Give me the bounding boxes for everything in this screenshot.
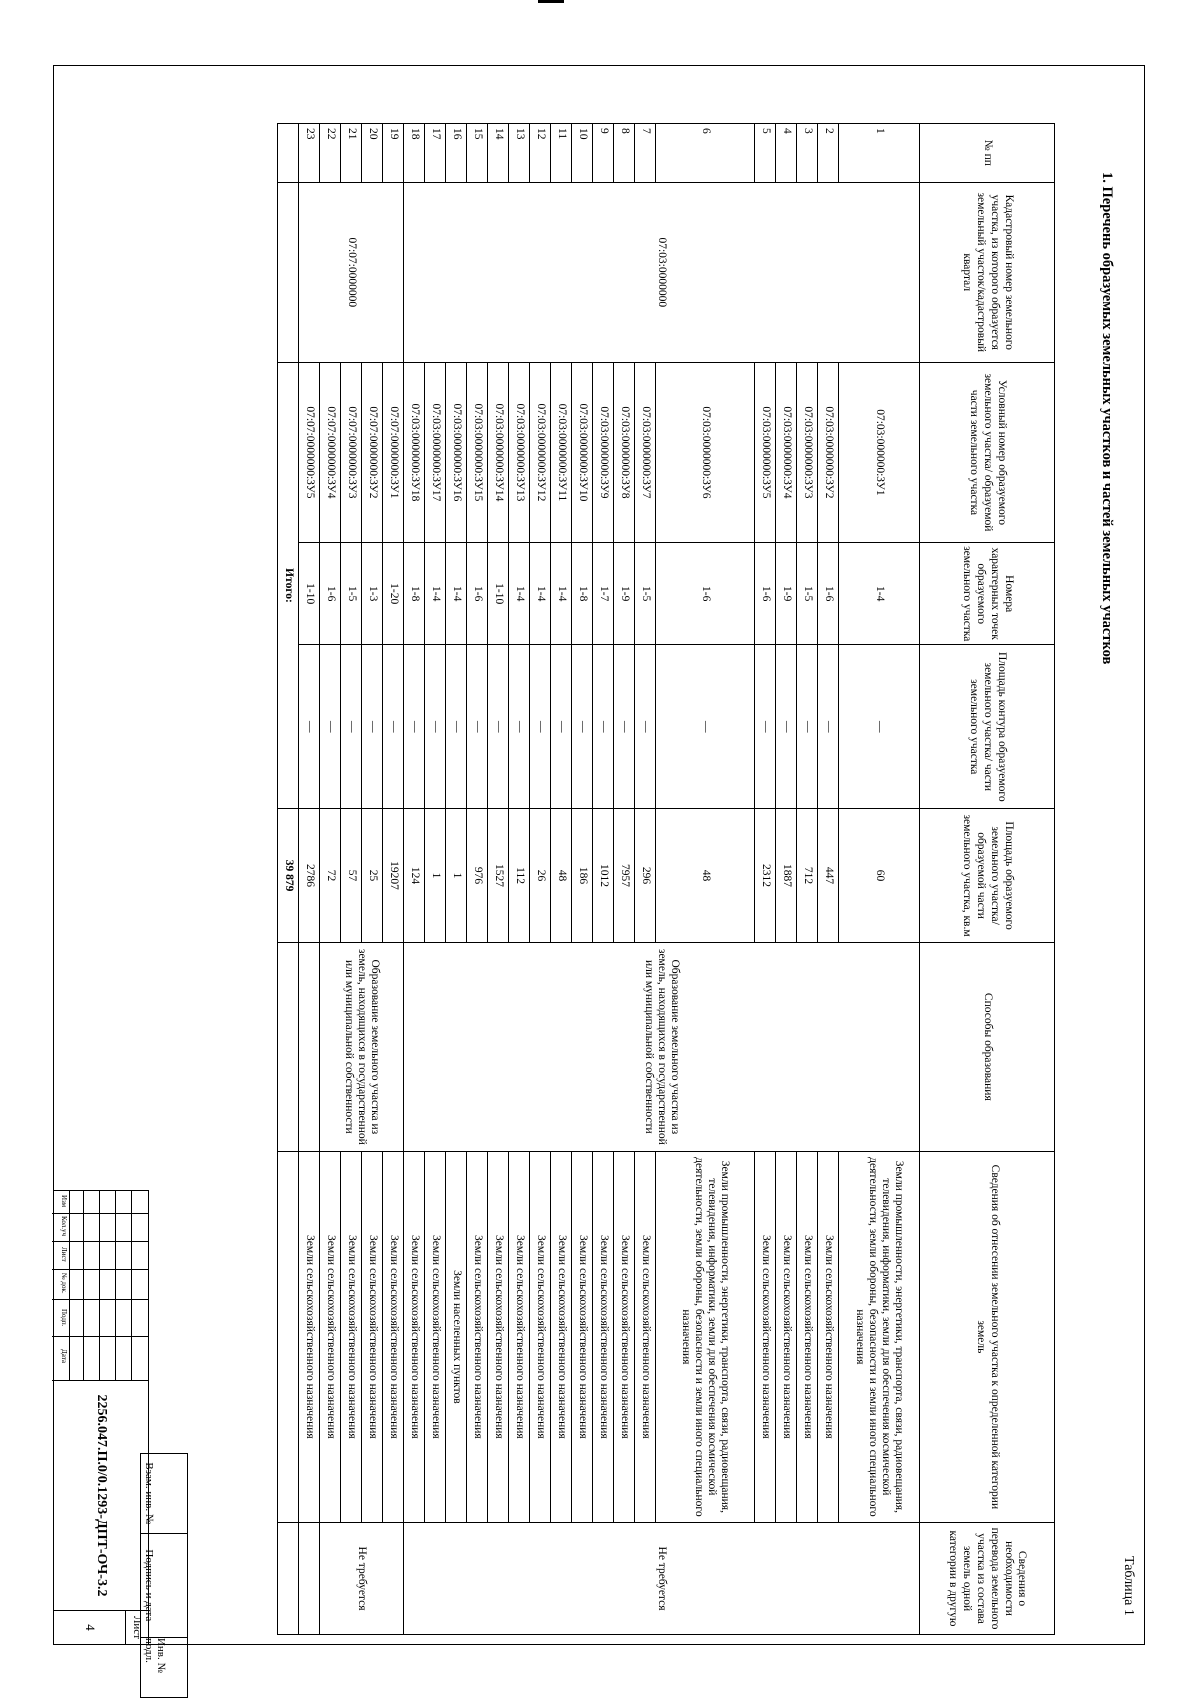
stamp-label-signature: Подпись и дата [141,1534,187,1638]
row-number-cell: 11 [551,124,572,183]
plot-number-cell: 07:03:0000000:ЗУ8 [614,362,635,542]
category-cell: Земли сельскохозяйственного назначения [755,1151,776,1522]
plot-number-cell: 07:03:0000000:ЗУ2 [818,362,839,542]
area-cell: 976 [467,809,488,943]
area-cell: 2312 [755,809,776,943]
category-cell: Земли сельскохозяйственного назначения [467,1151,488,1522]
row-number-cell: 5 [755,124,776,183]
method-cell-empty [299,942,320,1151]
header-cell: № пп [920,124,1055,183]
points-cell: 1-4 [839,543,920,645]
plot-number-cell: 07:03:0000000:ЗУ11 [551,362,572,542]
contour-area-cell: — [509,645,530,809]
points-cell: 1-4 [425,543,446,645]
contour-area-cell: — [383,645,404,809]
row-number-cell: 1 [839,124,920,183]
row-number-cell: 12 [530,124,551,183]
row-number-cell: 23 [299,124,320,183]
plot-number-cell: 07:03:0000000:ЗУ14 [488,362,509,542]
plot-number-cell: 07:03:0000000:ЗУ6 [656,362,755,542]
plot-number-cell: 07:03:0000000:ЗУ15 [467,362,488,542]
area-cell: 2786 [299,809,320,943]
document-code: 2256.047.П.0/0.1293-ДПТ-ОЧ-3.2 [54,1381,148,1611]
plot-number-cell: 07:03:0000000:ЗУ4 [776,362,797,542]
area-cell: 1 [425,809,446,943]
total-label: Итого: [278,362,299,808]
category-cell: Земли сельскохозяйственного назначения [362,1151,383,1522]
points-cell: 1-8 [404,543,425,645]
contour-area-cell: — [635,645,656,809]
table-row [383,124,404,1635]
area-cell: 112 [509,809,530,943]
points-cell: 1-4 [446,543,467,645]
points-cell: 1-6 [755,543,776,645]
area-cell: 712 [797,809,818,943]
category-cell: Земли сельскохозяйственного назначения [341,1151,362,1522]
contour-area-cell: — [839,645,920,809]
stamp-label-original: Инв. № подл. [143,1637,167,1673]
contour-area-cell: — [797,645,818,809]
empty-cell [278,182,299,362]
plot-number-cell: 07:07:0000000:ЗУ3 [341,362,362,542]
plot-number-cell: 07:07:0000000:ЗУ2 [362,362,383,542]
contour-area-cell: — [656,645,755,809]
contour-area-cell: — [320,645,341,809]
area-cell: 48 [551,809,572,943]
contour-area-cell: — [467,645,488,809]
plot-number-cell: 07:07:0000000:ЗУ5 [299,362,320,542]
contour-area-cell: — [572,645,593,809]
contour-area-cell: — [818,645,839,809]
area-cell: 447 [818,809,839,943]
row-number-cell: 2 [818,124,839,183]
header-cell: Сведения о необходимости перевода земельного участка из состава земель одной категории в другую [920,1523,1055,1635]
points-cell: 1-4 [509,543,530,645]
row-number-cell: 8 [614,124,635,183]
contour-area-cell: — [404,645,425,809]
points-cell: 1-9 [614,543,635,645]
row-number-cell: 17 [425,124,446,183]
sheet-label: Лист [125,1611,148,1644]
revision-grid [52,1191,148,1381]
row-number-cell: 19 [383,124,404,183]
category-cell: Земли сельскохозяйственного назначения [425,1151,446,1522]
total-value: 39 879 [278,809,299,943]
category-cell: Земли сельскохозяйственного назначения [299,1151,320,1522]
rev-col-label: Кол.уч [60,1216,68,1236]
category-cell: Земли населенных пунктов [446,1151,467,1522]
points-cell: 1-5 [797,543,818,645]
plot-number-cell: 07:03:0000000:ЗУ12 [530,362,551,542]
rev-col-label: Изм [60,1195,68,1208]
row-number-cell: 4 [776,124,797,183]
contour-area-cell: — [593,645,614,809]
row-number-cell: 20 [362,124,383,183]
points-cell: 1-4 [551,543,572,645]
plot-number-cell: 07:07:0000000:ЗУ4 [320,362,341,542]
row-number-cell: 3 [797,124,818,183]
method-cell: Образование земельного участка из земель, находящихся в государственной или муниципальной собственности [320,942,404,1151]
header-cell: Способы образования [920,942,1055,1151]
rev-col-label: Подп. [60,1309,68,1327]
plot-number-cell: 07:03:0000000:ЗУ9 [593,362,614,542]
points-cell: 1-7 [593,543,614,645]
contour-area-cell: — [446,645,467,809]
category-cell: Земли сельскохозяйственного назначения [593,1151,614,1522]
category-cell: Земли сельскохозяйственного назначения [635,1151,656,1522]
header-cell: Номера характерных точек образуемого земельного участка [920,543,1055,645]
category-cell: Земли сельскохозяйственного назначения [530,1151,551,1522]
contour-area-cell: — [299,645,320,809]
contour-area-cell: — [530,645,551,809]
points-cell: 1-6 [818,543,839,645]
method-cell: Образование земельного участка из земель, находящихся в государственной или муниципальной собственности [404,942,920,1151]
plot-number-cell: 07:03:0000000:ЗУ5 [755,362,776,542]
category-cell: Земли сельскохозяйственного назначения [551,1151,572,1522]
header-cell: Сведения об отнесении земельного участка к определенной категории земель [920,1151,1055,1522]
points-cell: 1-3 [362,543,383,645]
left-approval-table [140,1453,188,1698]
title-block [53,1190,149,1645]
contour-area-cell: — [341,645,362,809]
table-row [839,124,920,1635]
plot-number-cell: 07:07:0000000:ЗУ1 [383,362,404,542]
category-cell: Земли сельскохозяйственного назначения [776,1151,797,1522]
row-number-cell: 7 [635,124,656,183]
category-cell: Земли сельскохозяйственного назначения [404,1151,425,1522]
transfer-cell: Не требуется [404,1523,920,1635]
table-header-row [920,124,1055,1635]
area-cell: 1 [446,809,467,943]
header-cell: Кадастровый номер земельного участка, из которого образуется земельный участок/кадастровый квартал [920,182,1055,362]
row-number-cell: 13 [509,124,530,183]
row-number-cell: 22 [320,124,341,183]
category-cell: Земли сельскохозяйственного назначения [797,1151,818,1522]
points-cell: 1-5 [341,543,362,645]
area-cell: 1887 [776,809,797,943]
points-cell: 1-6 [467,543,488,645]
area-cell: 48 [656,809,755,943]
empty-cell [278,942,299,1151]
points-cell: 1-6 [320,543,341,645]
area-cell: 1527 [488,809,509,943]
points-cell: 1-9 [776,543,797,645]
points-cell: 1-8 [572,543,593,645]
sheet-box [54,1611,148,1644]
points-cell: 1-5 [635,543,656,645]
area-cell: 1012 [593,809,614,943]
plot-number-cell: 07:03:0000000:ЗУ17 [425,362,446,542]
area-cell: 296 [635,809,656,943]
rotated-stamp-wrap [140,1453,1200,1698]
rev-col-label: Дата [60,1349,68,1363]
plot-number-cell: 07:03:0000000:ЗУ3 [797,362,818,542]
area-cell: 19207 [383,809,404,943]
area-cell: 25 [362,809,383,943]
area-cell: 60 [839,809,920,943]
table-body [278,124,920,1635]
row-number-cell: 6 [656,124,755,183]
cadastral-number-cell: 07:07:0000000 [299,182,404,362]
category-cell: Земли промышленности, энергетики, транспорта, связи, радиовещания, телевидения, информатики, земли для обеспечения космической деятельности, земли обороны, безопасности и земли иного специального назначения [839,1151,920,1522]
plot-number-cell: 07:03:0000000:ЗУ10 [572,362,593,542]
stamp-label-replace: Взам. инв. № [141,1454,187,1534]
contour-area-cell: — [362,645,383,809]
row-number-cell: 9 [593,124,614,183]
table-number: Таблица 1 [1121,1556,1136,1616]
contour-area-cell: — [614,645,635,809]
area-cell: 7957 [614,809,635,943]
header-cell: Площадь контура образуемого земельного участка/ части земельного участка [920,645,1055,809]
points-cell: 1-10 [299,543,320,645]
section-title: 1. Перечень образуемых земельных участков и частей земельных участков [1099,172,1115,665]
plot-number-cell: 07:03:0000000:ЗУ13 [509,362,530,542]
category-cell: Земли сельскохозяйственного назначения [818,1151,839,1522]
total-row [278,124,299,1635]
points-cell: 1-4 [530,543,551,645]
contour-area-cell: — [776,645,797,809]
category-cell: Земли сельскохозяйственного назначения [320,1151,341,1522]
category-cell: Земли сельскохозяйственного назначения [488,1151,509,1522]
rev-col-label: Лист [60,1247,68,1262]
contour-area-cell: — [755,645,776,809]
sheet-number: 4 [83,1624,98,1631]
plot-number-cell: 07:03:0000000:ЗУ18 [404,362,425,542]
contour-area-cell: — [488,645,509,809]
cadastral-number-cell: 07:03:0000000 [404,182,920,362]
contour-area-cell: — [425,645,446,809]
contour-area-cell: — [551,645,572,809]
points-cell: 1-6 [656,543,755,645]
category-cell: Земли сельскохозяйственного назначения [572,1151,593,1522]
category-cell: Земли сельскохозяйственного назначения [614,1151,635,1522]
category-cell: Земли промышленности, энергетики, транспорта, связи, радиовещания, телевидения, информатики, земли для обеспечения космической деятельности, земли обороны, безопасности и земли иного специального назначения [656,1151,755,1522]
points-cell: 1-10 [488,543,509,645]
header-cell: Условный номер образуемого земельного участка/ образуемой части земельного участка [920,362,1055,542]
row-number-cell: 10 [572,124,593,183]
area-cell: 72 [320,809,341,943]
area-cell: 124 [404,809,425,943]
plot-number-cell: 07:03:0000000:ЗУ7 [635,362,656,542]
row-number-cell: 16 [446,124,467,183]
plot-number-cell: 07:03:000000:ЗУ1 [839,362,920,542]
category-cell: Земли сельскохозяйственного назначения [509,1151,530,1522]
plot-number-cell: 07:03:0000000:ЗУ16 [446,362,467,542]
area-cell: 186 [572,809,593,943]
row-number-cell: 14 [488,124,509,183]
area-cell: 57 [341,809,362,943]
points-cell: 1-20 [383,543,404,645]
rev-col-label: № док. [60,1273,68,1294]
row-number-cell: 18 [404,124,425,183]
empty-cell [278,124,299,183]
area-cell: 26 [530,809,551,943]
land-plots-table [277,123,1055,1635]
row-number-cell: 21 [341,124,362,183]
transfer-cell: Не требуется [320,1523,404,1635]
row-number-cell: 15 [467,124,488,183]
category-cell: Земли сельскохозяйственного назначения [383,1151,404,1522]
header-cell: Площадь образуемого земельного участка/ образуемой части земельного участка, кв.м [920,809,1055,943]
